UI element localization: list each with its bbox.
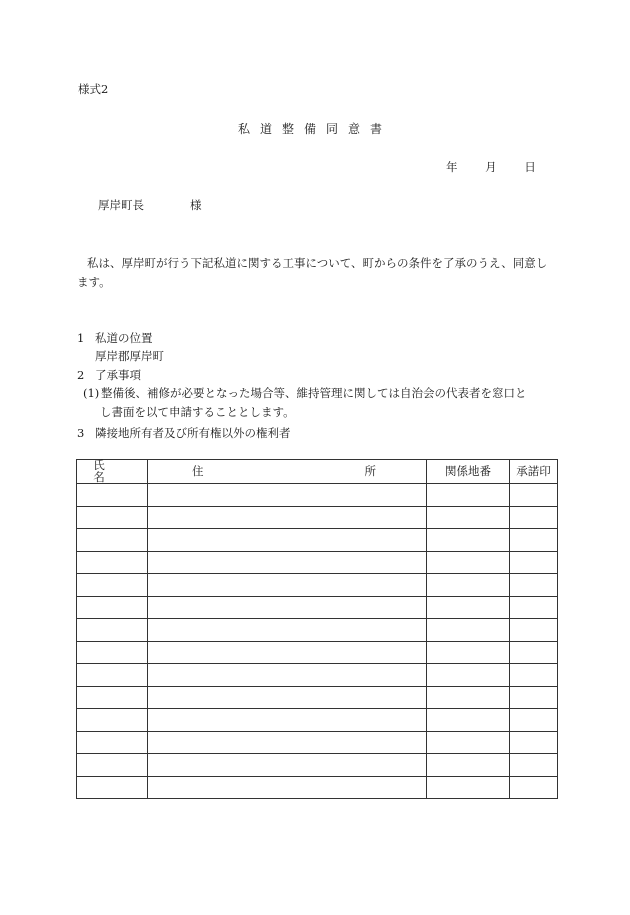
lot-cell <box>427 484 510 507</box>
address-cell <box>148 754 427 777</box>
lot-cell <box>427 529 510 552</box>
section-3-label: 隣接地所有者及び所有権以外の権利者 <box>95 426 291 440</box>
lot-cell <box>427 754 510 777</box>
address-cell <box>148 776 427 799</box>
table-row <box>77 664 558 687</box>
lot-cell <box>427 686 510 709</box>
seal-cell <box>510 574 558 597</box>
seal-cell <box>510 596 558 619</box>
address-cell <box>148 529 427 552</box>
table-row <box>77 506 558 529</box>
table-row <box>77 619 558 642</box>
header-name: 氏名 <box>77 460 148 484</box>
seal-cell <box>510 529 558 552</box>
table-row <box>77 686 558 709</box>
seal-cell <box>510 641 558 664</box>
lot-cell <box>427 619 510 642</box>
seal-cell <box>510 664 558 687</box>
section-1-number: 1 <box>77 331 85 345</box>
name-cell <box>77 754 148 777</box>
lot-cell <box>427 641 510 664</box>
addressee <box>98 200 202 212</box>
seal-cell <box>510 776 558 799</box>
name-cell <box>77 686 148 709</box>
address-cell <box>148 484 427 507</box>
address-cell <box>148 596 427 619</box>
table-row <box>77 551 558 574</box>
section-2-item <box>83 388 527 400</box>
name-cell <box>77 776 148 799</box>
name-cell <box>77 731 148 754</box>
name-cell <box>77 551 148 574</box>
seal-cell <box>510 484 558 507</box>
section-2-heading <box>77 370 141 382</box>
lot-cell <box>427 664 510 687</box>
date-line <box>446 162 536 174</box>
section-1-heading <box>77 333 153 345</box>
rights-holders-table <box>76 459 558 799</box>
section-2-item-line1: 整備後、補修が必要となった場合等、維持管理に関しては自治会の代表者を窓口と <box>101 386 527 400</box>
address-cell <box>148 731 427 754</box>
section-3-heading <box>77 428 291 440</box>
table-row <box>77 574 558 597</box>
lot-cell <box>427 551 510 574</box>
form-number: 様式2 <box>78 82 109 96</box>
address-cell <box>148 506 427 529</box>
address-cell <box>148 619 427 642</box>
seal-cell <box>510 709 558 732</box>
header-address-2: 所 <box>364 463 376 478</box>
name-cell <box>77 664 148 687</box>
date-year-label: 年 <box>446 160 458 174</box>
section-2-number: 2 <box>77 368 85 382</box>
lot-cell <box>427 506 510 529</box>
date-day-label: 日 <box>524 160 536 174</box>
address-cell <box>148 709 427 732</box>
table-row <box>77 776 558 799</box>
table-body <box>77 484 558 799</box>
seal-cell <box>510 686 558 709</box>
name-cell <box>77 709 148 732</box>
name-cell <box>77 619 148 642</box>
seal-cell <box>510 551 558 574</box>
section-2-label: 了承事項 <box>95 368 141 382</box>
seal-cell <box>510 754 558 777</box>
table-row <box>77 731 558 754</box>
section-2-item-number: (1) <box>83 386 100 400</box>
address-cell <box>148 686 427 709</box>
addressee-name: 厚岸町長 <box>98 198 144 212</box>
section-3-number: 3 <box>77 426 85 440</box>
address-cell <box>148 551 427 574</box>
seal-cell <box>510 731 558 754</box>
name-cell <box>77 574 148 597</box>
table-header-row <box>77 460 558 484</box>
header-address <box>148 460 427 484</box>
section-2-item-line2: し書面を以て申請することとします。 <box>100 405 295 419</box>
consent-statement: 私は、厚岸町が行う下記私道に関する工事について、町からの条件を了承のうえ、同意します。 <box>77 256 548 289</box>
table-row <box>77 641 558 664</box>
lot-cell <box>427 574 510 597</box>
name-cell <box>77 596 148 619</box>
table-row <box>77 529 558 552</box>
date-month-label: 月 <box>485 160 497 174</box>
table-row <box>77 484 558 507</box>
lot-cell <box>427 776 510 799</box>
header-seal: 承諾印 <box>510 460 558 484</box>
document-title: 私道整備同意書 <box>238 122 393 136</box>
header-lot-number: 関係地番 <box>427 460 510 484</box>
table-row <box>77 596 558 619</box>
table-row <box>77 754 558 777</box>
name-cell <box>77 641 148 664</box>
name-cell <box>77 484 148 507</box>
address-cell <box>148 641 427 664</box>
header-address-1: 住 <box>192 463 204 478</box>
address-cell <box>148 664 427 687</box>
seal-cell <box>510 619 558 642</box>
lot-cell <box>427 709 510 732</box>
lot-cell <box>427 731 510 754</box>
section-1-value: 厚岸郡厚岸町 <box>95 349 164 363</box>
section-1-label: 私道の位置 <box>95 331 153 345</box>
seal-cell <box>510 506 558 529</box>
addressee-honorific: 様 <box>190 198 202 212</box>
name-cell <box>77 529 148 552</box>
name-cell <box>77 506 148 529</box>
table-row <box>77 709 558 732</box>
lot-cell <box>427 596 510 619</box>
address-cell <box>148 574 427 597</box>
